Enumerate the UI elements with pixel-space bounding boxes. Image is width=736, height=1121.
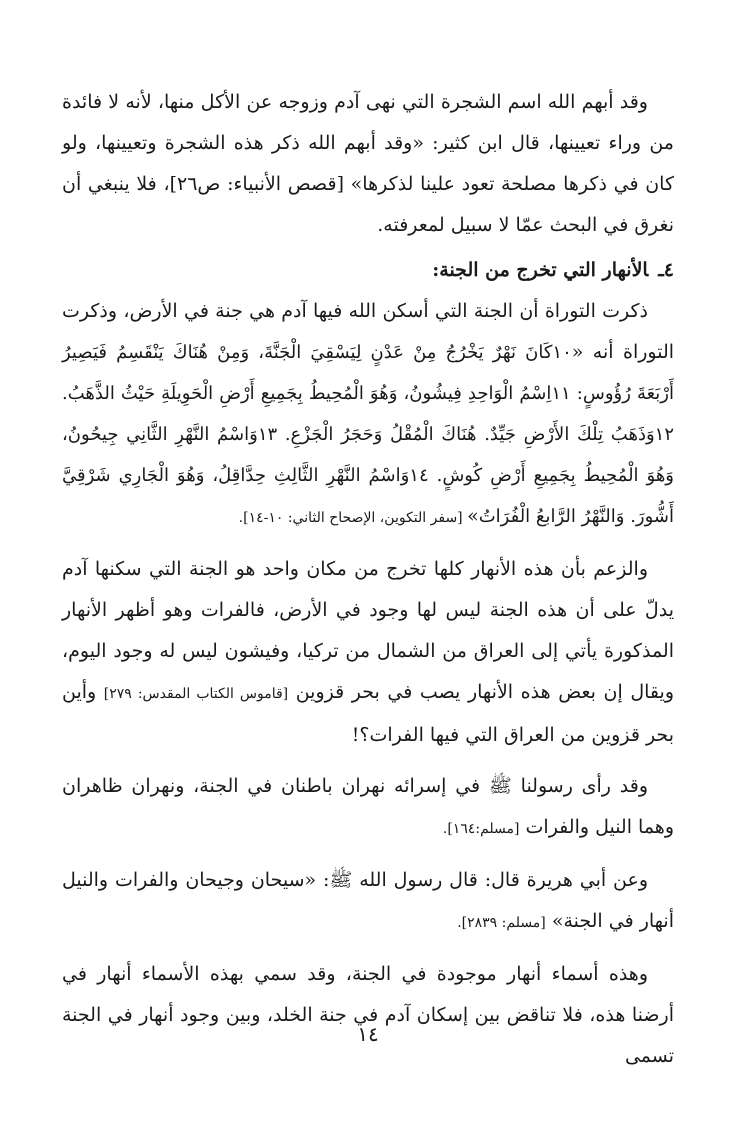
paragraph-torah <box>62 291 674 539</box>
section-number: ٤ـ <box>658 259 674 281</box>
claim-end: وأين بحر قزوين من العراق التي فيها الفرات؟! <box>62 681 674 746</box>
paragraph-hadith <box>62 860 674 944</box>
torah-quote: ١٠كَانَ نَهْرٌ يَخْرُجُ مِنْ عَدْنٍ لِيَسْقِيَ الْجَنَّةَ، وَمِنْ هُنَاكَ يَنْقَسِمُ فَيَصِيرُ أَرْبَعَةَ رُؤُوسٍ: ١١اِسْمُ الْوَاحِدِ فِيشُونُ، وَهُوَ الْمُحِيطُ بِجَمِيعِ أَرْضِ الْحَوِيلَةِ حَيْثُ الذَّهَبُ. ١٢وَذَهَبُ تِلْكَ الأَرْضِ جَيِّدٌ. هُنَاكَ الْمُقْلُ وَحَجَرُ الْجَزْعِ. ١٣وَاسْمُ النَّهْرِ الثَّانِي جِيحُونُ، وَهُوَ الْمُحِيطُ بِجَمِيعِ أَرْضِ كُوشٍ. ١٤وَاسْمُ النَّهْرِ الثَّالِثِ حِدَّاقِلُ، وَهُوَ الْجَارِي شَرْقِيَّ أَشُّورَ. وَالنَّهْرُ الرَّابعُ الْفُرَاتُ <box>62 342 675 527</box>
section-title: الأنهار التي تخرج من الجنة: <box>432 259 649 281</box>
claim-reference: [قاموس الكتاب المقدس: ٢٧٩] <box>103 686 289 702</box>
section-heading <box>62 250 674 291</box>
body-text <box>62 82 674 1077</box>
paragraph-isra <box>62 766 674 850</box>
claim-text: والزعم بأن هذه الأنهار كلها تخرج من مكان واحد هو الجنة التي سكنها آدم يدلّ على أن هذه الجنة ليس لها وجود في الأرض، فالفرات وهو أظهر الأنهار المذكورة يأتي إلى العراق من الشمال من تركيا، وفيشون ليس له وجود اليوم، ويقال إن بعض هذه الأنهار يصب في بحر قزوين <box>62 558 674 703</box>
torah-reference: [سفر التكوين، الإصحاح الثاني: ١٠-١٤]. <box>238 510 468 526</box>
paragraph-tree: وقد أبهم الله اسم الشجرة التي نهى آدم وزوجه عن الأكل منها، لأنه لا فائدة من وراء تعيينها، قال ابن كثير: «وقد أبهم الله ذكر هذه الشجرة وتعيينها، ولو كان في ذكرها مصلحة تعود علينا لذكرها» [قصص الأنبياء: ص٢٦]، فلا ينبغي أن نغرق في البحث عمّا لا سبيل لمعرفته. <box>62 91 674 236</box>
hadith-reference: [مسلم: ٢٨٣٩]. <box>457 915 546 931</box>
torah-quote-close: » <box>467 505 479 527</box>
isra-reference: [مسلم:١٦٤]. <box>442 821 520 837</box>
paragraph-claim <box>62 549 674 756</box>
hadith-text: وعن أبي هريرة قال: قال رسول الله ﷺ: «سيحان وجيحان والفرات والنيل أنهار في الجنة» <box>62 869 674 932</box>
isra-text: وقد رأى رسولنا ﷺ في إسرائه نهران باطنان في الجنة، ونهران ظاهران وهما النيل والفرات <box>62 775 674 838</box>
torah-intro: ذكرت التوراة أن الجنة التي أسكن الله فيها آدم هي جنة في الأرض، وذكرت التوراة أنه « <box>62 300 675 363</box>
paragraph-names: وهذه أسماء أنهار موجودة في الجنة، وقد سمي بهذه الأسماء أنهار في أرضنا هذه، فلا تناقض بين إسكان آدم في جنة الخلد، وبين وجود أنهار في الجنة تسمى <box>62 963 674 1067</box>
page-number: ١٤ <box>357 1022 379 1046</box>
